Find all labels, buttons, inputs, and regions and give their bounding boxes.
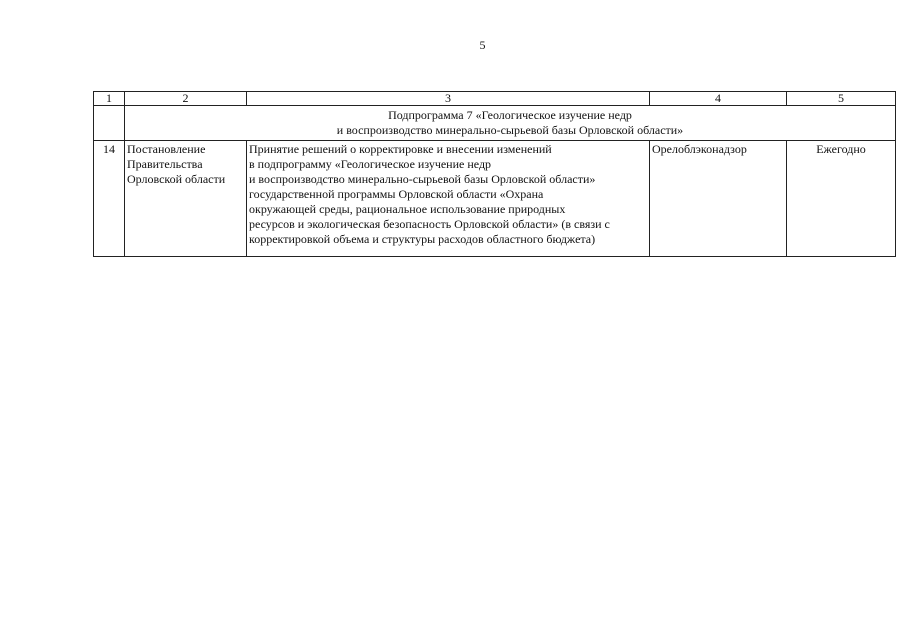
document-line-3: Орловской области <box>127 172 226 186</box>
content-line-4: государственной программы Орловской области «Охрана <box>249 187 544 201</box>
row-number: 14 <box>94 141 125 257</box>
header-cell-3: 3 <box>247 92 650 106</box>
subprogram-empty-cell <box>94 106 125 141</box>
header-cell-4: 4 <box>650 92 787 106</box>
content-line-3: и воспроизводство минерально-сырьевой базы Орловской области» <box>249 172 596 186</box>
header-cell-1: 1 <box>94 92 125 106</box>
row-responsible: Орелоблэконадзор <box>650 141 787 257</box>
subprogram-row <box>94 106 896 141</box>
table-row <box>94 141 896 257</box>
row-document-type <box>125 141 247 257</box>
content-line-7: корректировкой объема и структуры расходов областного бюджета) <box>249 232 596 246</box>
row-frequency: Ежегодно <box>787 141 896 257</box>
subprogram-title-line-2: и воспроизводство минерально-сырьевой базы Орловской области» <box>336 123 684 137</box>
subprogram-title-line-1: Подпрограмма 7 «Геологическое изучение недр <box>388 108 632 122</box>
document-line-1: Постановление <box>127 142 206 156</box>
content-line-1: Принятие решений о корректировке и внесении изменений <box>249 142 552 156</box>
header-cell-2: 2 <box>125 92 247 106</box>
row-content <box>247 141 650 257</box>
document-line-2: Правительства <box>127 157 203 171</box>
content-line-6: ресурсов и экологическая безопасность Орловской области» (в связи с <box>249 217 610 231</box>
subprogram-title <box>125 106 896 141</box>
content-line-2: в подпрограмму «Геологическое изучение недр <box>249 157 492 171</box>
content-line-5: окружающей среды, рациональное использование природных <box>249 202 566 216</box>
header-cell-5: 5 <box>787 92 896 106</box>
page-number: 5 <box>479 38 486 52</box>
planning-table <box>93 91 896 257</box>
table-header-row <box>94 92 896 106</box>
